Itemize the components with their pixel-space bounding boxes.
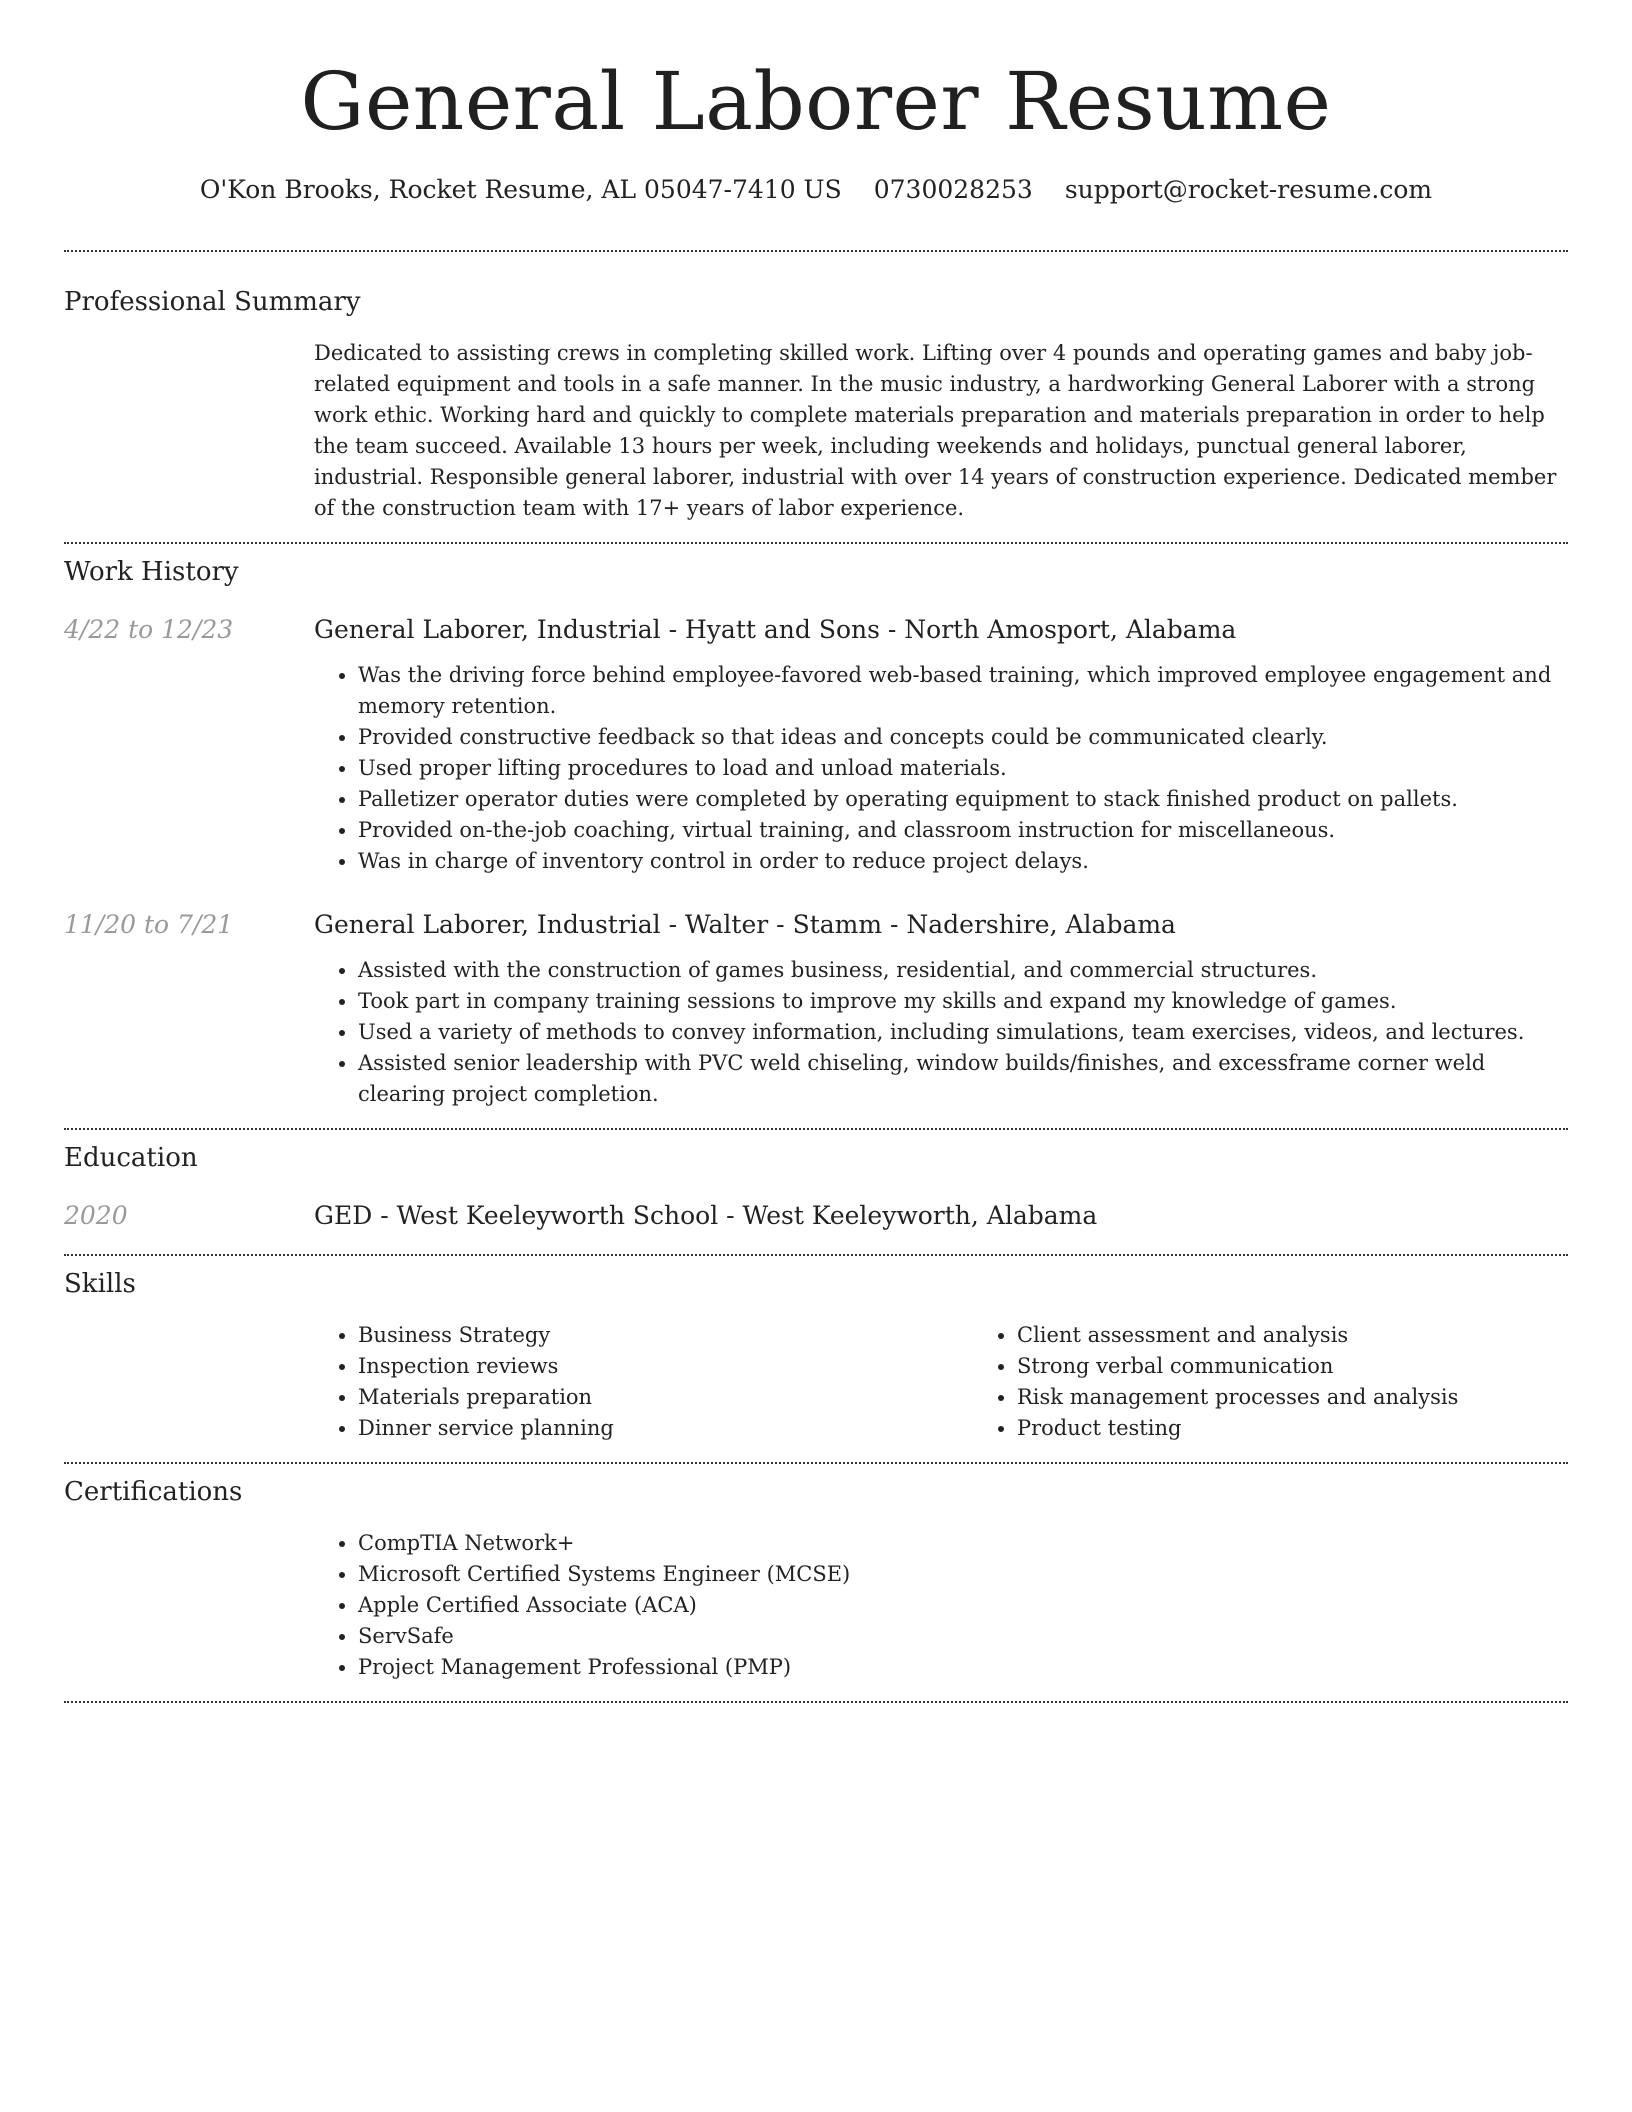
job-entry xyxy=(64,612,1568,877)
list-item: • Materials preparation xyxy=(358,1382,973,1413)
list-item: • Took part in company training sessions to improve my skills and expand my knowledge of games. xyxy=(358,986,1568,1017)
summary-spacer xyxy=(64,338,314,524)
job-title: General Laborer, Industrial - Hyatt and Sons - North Amosport, Alabama xyxy=(314,615,1237,644)
certifications-list xyxy=(314,1528,1568,1683)
job-entry xyxy=(64,907,1568,1110)
summary-text: Dedicated to assisting crews in completing skilled work. Lifting over 4 pounds and operating games and baby job-related equipment and tools in a safe manner. In the music industry, a hardworking General Laborer with a strong work ethic. Working hard and quickly to complete materials preparation and materials preparation in order to help the team succeed. Available 13 hours per week, including weekends and holidays, punctual general laborer, industrial. Responsible general laborer, industrial with over 14 years of construction experience. Dedicated member of the construction team with 17+ years of labor experience. xyxy=(314,341,1557,520)
work-history-heading: Work History xyxy=(64,557,239,587)
job-duties-list xyxy=(314,955,1568,1110)
education-section xyxy=(64,1130,1568,1254)
education-year: 2020 xyxy=(64,1201,128,1230)
list-item: • Palletizer operator duties were completed by operating equipment to stack finished product on pallets. xyxy=(358,784,1568,815)
resume-title: General Laborer Resume xyxy=(300,55,1332,148)
education-heading: Education xyxy=(64,1143,198,1173)
list-item: • Strong verbal communication xyxy=(1017,1351,1632,1382)
list-item: • ServSafe xyxy=(358,1621,1568,1652)
contact-line xyxy=(64,172,1568,208)
skills-list-left xyxy=(314,1320,973,1444)
skills-section xyxy=(64,1256,1568,1462)
certifications-heading: Certifications xyxy=(64,1477,243,1507)
list-item: • Risk management processes and analysis xyxy=(1017,1382,1632,1413)
list-item: • Inspection reviews xyxy=(358,1351,973,1382)
contact-address: O'Kon Brooks, Rocket Resume, AL 05047-7410 US xyxy=(199,175,842,204)
list-item: • Provided on-the-job coaching, virtual training, and classroom instruction for miscellaneous. xyxy=(358,815,1568,846)
list-item: • Used a variety of methods to convey information, including simulations, team exercises, videos, and lectures. xyxy=(358,1017,1568,1048)
summary-heading: Professional Summary xyxy=(64,287,361,317)
contact-email: support@rocket-resume.com xyxy=(1064,175,1433,204)
list-item: • Assisted senior leadership with PVC weld chiseling, window builds/finishes, and excessframe corner weld clearing project completion. xyxy=(358,1048,1568,1110)
work-history-section xyxy=(64,544,1568,1128)
list-item: • Was the driving force behind employee-favored web-based training, which improved employee engagement and memory retention. xyxy=(358,660,1568,722)
list-item: • Client assessment and analysis xyxy=(1017,1320,1632,1351)
list-item: • Business Strategy xyxy=(358,1320,973,1351)
list-item: • Assisted with the construction of games business, residential, and commercial structures. xyxy=(358,955,1568,986)
list-item: • Project Management Professional (PMP) xyxy=(358,1652,1568,1683)
job-duties-list xyxy=(314,660,1568,877)
list-item: • Microsoft Certified Systems Engineer (MCSE) xyxy=(358,1559,1568,1590)
divider xyxy=(64,1701,1568,1703)
job-title: General Laborer, Industrial - Walter - Stamm - Nadershire, Alabama xyxy=(314,910,1176,939)
summary-section xyxy=(64,252,1568,542)
skills-heading: Skills xyxy=(64,1269,136,1299)
job-dates: 11/20 to 7/21 xyxy=(64,910,234,939)
certifications-section xyxy=(64,1464,1568,1701)
list-item: • Apple Certified Associate (ACA) xyxy=(358,1590,1568,1621)
job-dates: 4/22 to 12/23 xyxy=(64,615,234,644)
contact-phone: 0730028253 xyxy=(873,175,1033,204)
list-item: • Used proper lifting procedures to load and unload materials. xyxy=(358,753,1568,784)
list-item: • Provided constructive feedback so that ideas and concepts could be communicated clearly. xyxy=(358,722,1568,753)
list-item: • Product testing xyxy=(1017,1413,1632,1444)
education-entry: GED - West Keeleyworth School - West Keeleyworth, Alabama xyxy=(314,1201,1098,1230)
list-item: • Was in charge of inventory control in order to reduce project delays. xyxy=(358,846,1568,877)
skills-list-right xyxy=(973,1320,1632,1444)
list-item: • CompTIA Network+ xyxy=(358,1528,1568,1559)
list-item: • Dinner service planning xyxy=(358,1413,973,1444)
